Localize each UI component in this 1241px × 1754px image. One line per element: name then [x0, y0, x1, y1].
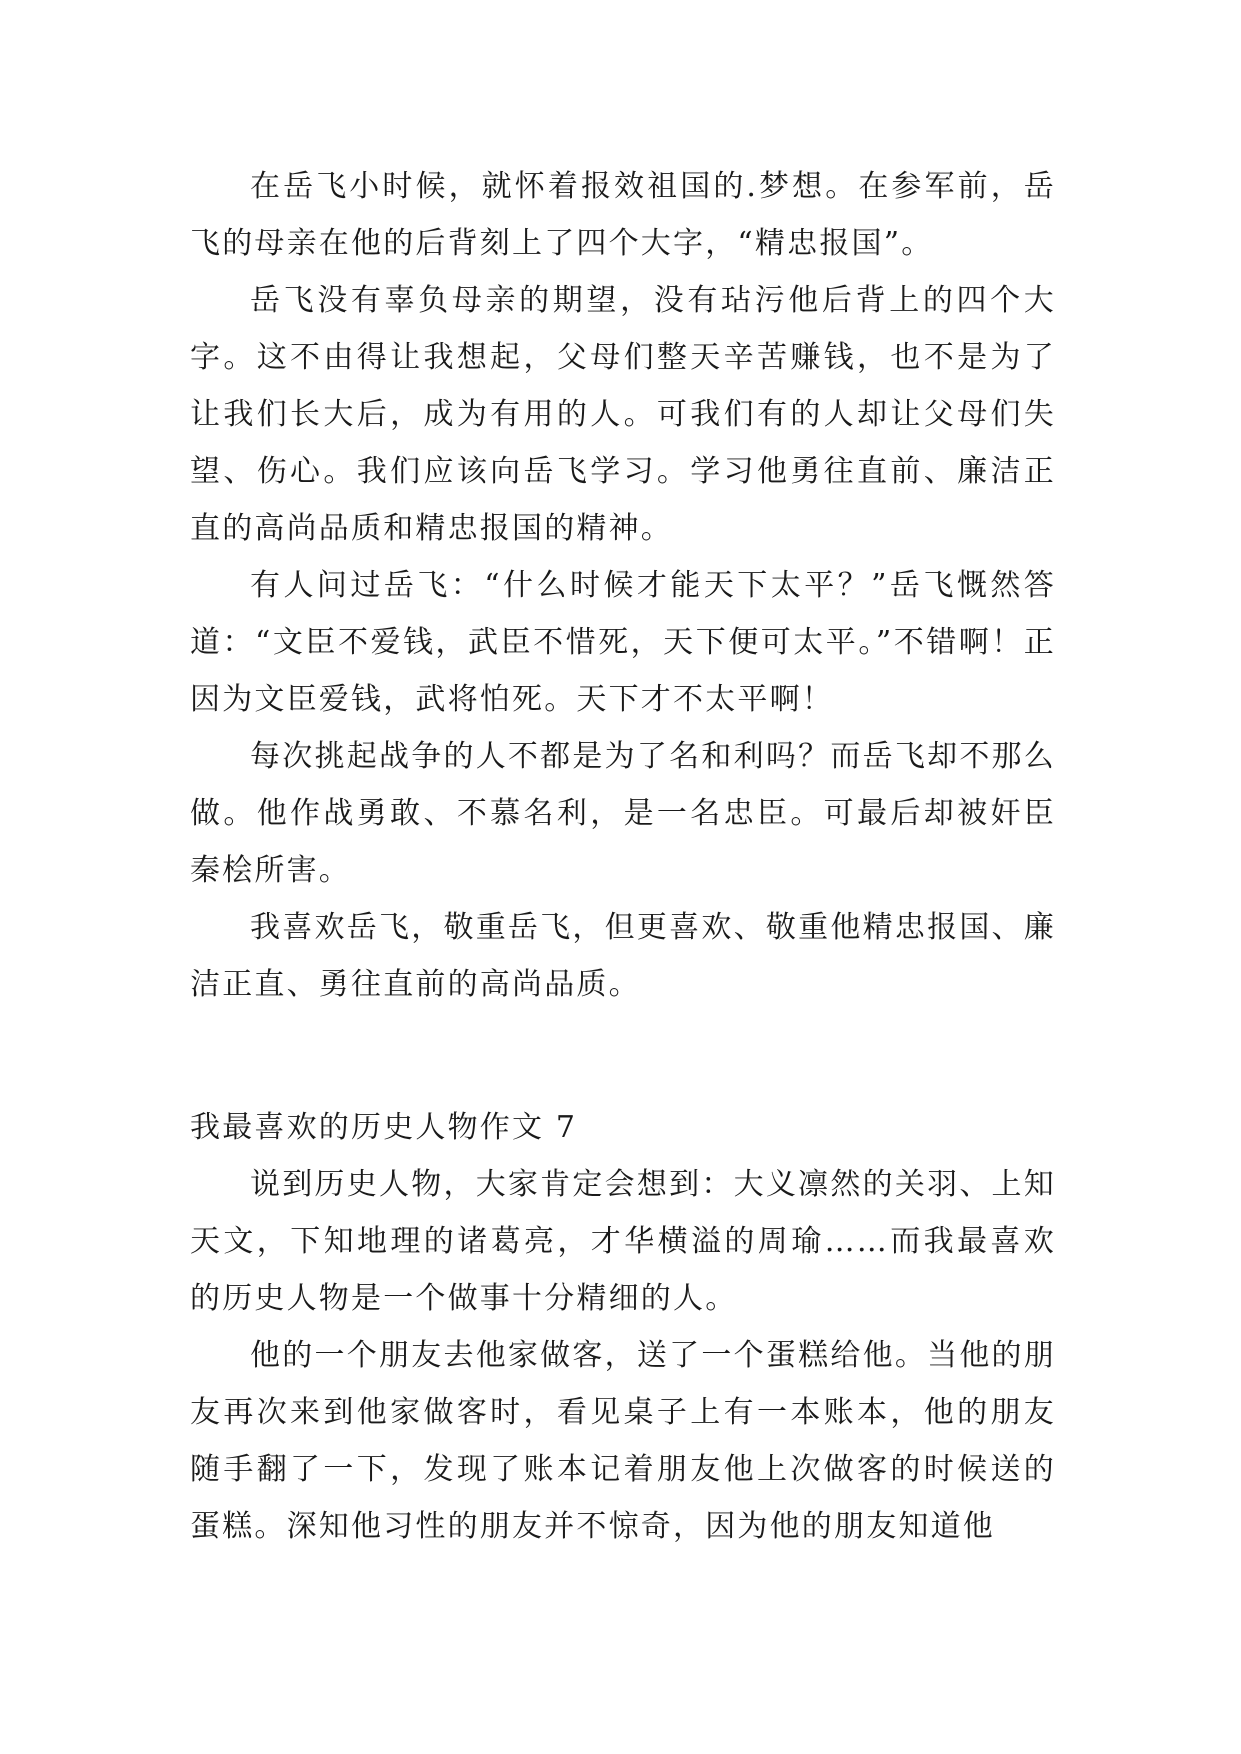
- section-gap: [190, 1013, 1056, 1099]
- paragraph-1: 在岳飞小时候，就怀着报效祖国的.梦想。在参军前，岳飞的母亲在他的后背刻上了四个大字，“精忠报国”。: [190, 169, 1056, 261]
- paragraph-5: 我喜欢岳飞，敬重岳飞，但更喜欢、敬重他精忠报国、廉洁正直、勇往直前的高尚品质。: [190, 910, 1056, 1002]
- paragraph-7: 他的一个朋友去他家做客，送了一个蛋糕给他。当他的朋友再次来到他家做客时，看见桌子上有一本账本，他的朋友随手翻了一下，发现了账本记着朋友他上次做客的时候送的蛋糕。深知他习性的朋友并不惊奇，因为他的朋友知道他: [190, 1338, 1056, 1544]
- document-body: [190, 158, 1056, 1555]
- paragraph-6: 说到历史人物，大家肯定会想到：大义凛然的关羽、上知天文，下知地理的诸葛亮，才华横溢的周瑜……而我最喜欢的历史人物是一个做事十分精细的人。: [190, 1167, 1056, 1316]
- section-title: 我最喜欢的历史人物作文 7: [190, 1110, 578, 1145]
- paragraph-2: 岳飞没有辜负母亲的期望，没有玷污他后背上的四个大字。这不由得让我想起，父母们整天辛苦赚钱，也不是为了让我们长大后，成为有用的人。可我们有的人却让父母们失望、伤心。我们应该向岳飞学习。学习他勇往直前、廉洁正直的高尚品质和精忠报国的精神。: [190, 283, 1056, 546]
- paragraph-4: 每次挑起战争的人不都是为了名和利吗？而岳飞却不那么做。他作战勇敢、不慕名利，是一名忠臣。可最后却被奸臣秦桧所害。: [190, 739, 1056, 888]
- paragraph-3: 有人问过岳飞：“什么时候才能天下太平？”岳飞慨然答道：“文臣不爱钱，武臣不惜死，天下便可太平。”不错啊！正因为文臣爱钱，武将怕死。天下才不太平啊！: [190, 568, 1056, 717]
